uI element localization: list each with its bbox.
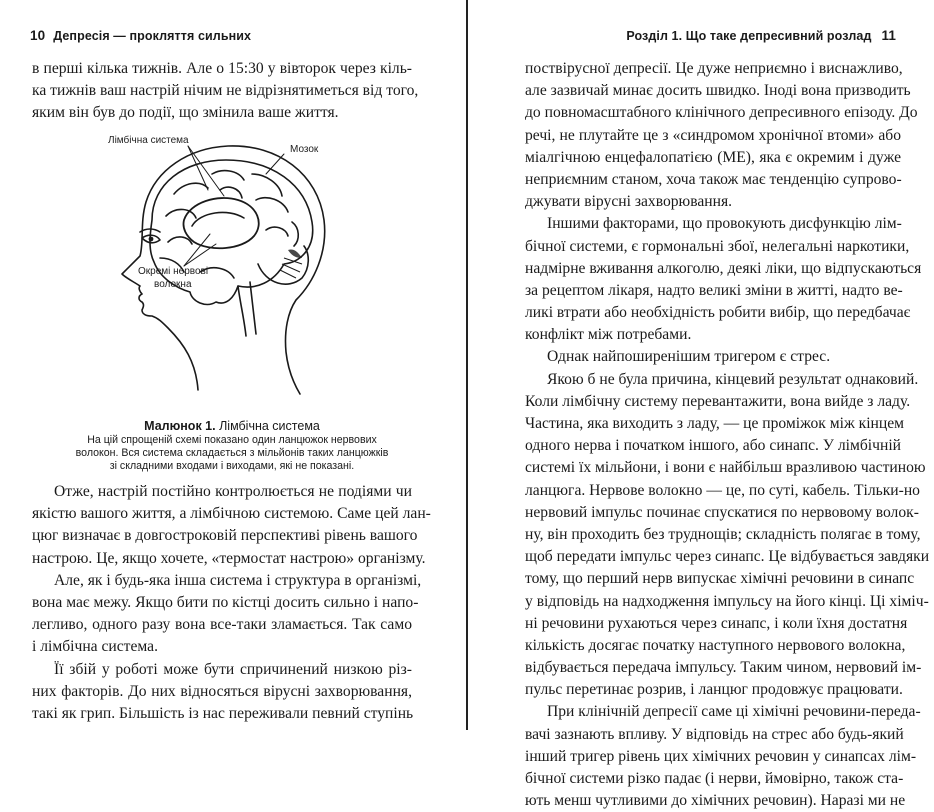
text-line: речі, не плутайте це з «синдромом хронічної втоми» або xyxy=(525,126,901,144)
text-line: джувати вірусні захворювання. xyxy=(525,193,733,211)
text-line: Отже, настрій постійно контролюється не подіями чи xyxy=(54,483,412,500)
text-line: за рецептом лікаря, надто великі зміни в житті, надто ве- xyxy=(525,281,903,299)
left-page xyxy=(0,0,466,730)
text-line: тому, що перший нерв випускає хімічні речовини в синапс xyxy=(525,570,915,588)
text-line: нервовий імпульс починає спускатися по нервовому волок- xyxy=(525,503,919,521)
page-number-left: 10 xyxy=(30,28,46,43)
right-page xyxy=(468,0,934,810)
text-line: у відповідь на надходження імпульсу на його кінці. Ці хіміч- xyxy=(525,592,929,610)
text-line: вачі зазнають впливу. У відповідь на стрес або будь-який xyxy=(525,725,904,743)
text-line: При клінічній депресії саме ці хімічні речовини-переда- xyxy=(547,703,921,721)
left-running-head xyxy=(30,28,251,43)
brain-diagram xyxy=(88,122,348,412)
text-line: щоб передати імпульс через синапс. Це відбувається завдяки xyxy=(525,548,930,566)
text-line: Її збій у роботі може бути спричинений низкою різ- xyxy=(54,660,412,678)
text-line: якістю вашого життя, а лімбічною системою. Саме цей лан- xyxy=(32,505,431,523)
label-nerve-fibers-line1: Окремі нервові xyxy=(138,266,209,277)
right-running-title: Розділ 1. Що таке депресивний розлад xyxy=(626,29,872,43)
label-brain: Мозок xyxy=(290,144,319,155)
text-line: вона має межу. Якщо бити по кістці досить сильно і напо- xyxy=(32,593,419,611)
caption-line: волокон. Вся система складається з мільйонів таких ланцюжків xyxy=(75,447,389,460)
page-number-right: 11 xyxy=(881,28,896,43)
text-line: легливо, одного разу вона все-таки зламається. Так само xyxy=(32,616,412,634)
text-line: настрою. Це, якщо хочете, «термостат настрою» організму. xyxy=(32,549,426,567)
text-line: них факторів. До них відносяться вірусні захворювання, xyxy=(32,682,412,700)
text-line: бічної системи різко падає (і нерви, ймовірно, також ста- xyxy=(525,770,904,787)
text-line: міалгічною енцефалопатією (МЕ), яка є окремим і дуже xyxy=(525,148,901,166)
text-line: Але, як і будь-яка інша система і структура в організмі, xyxy=(54,571,422,589)
left-bottom-paragraphs xyxy=(32,481,431,725)
right-running-head xyxy=(626,28,896,43)
caption-title xyxy=(32,418,432,434)
brain-stem xyxy=(238,286,246,336)
pupil xyxy=(149,237,154,242)
text-line: але зазвичай минає досить швидко. Іноді вона призводить xyxy=(525,82,911,100)
text-line: відбувається передача імпульсу. Таким чином, нервовий ім- xyxy=(525,659,922,677)
text-line: Частина, яка виходить з ладу, — це проміжок між кінцем xyxy=(525,415,905,432)
text-line: і лімбічна система. xyxy=(32,638,158,656)
text-line: ють менш чутливими до хімічних речовин). Наразі ми не xyxy=(525,792,906,810)
limbic-system-figure xyxy=(88,122,348,412)
text-line: Коли лімбічну систему перевантажити, вона вийде з ладу. xyxy=(525,392,911,410)
text-line: системі їх мільйони, і вони є найбільш вразливою частиною xyxy=(525,459,926,477)
text-line: конфлікт між потребами. xyxy=(525,326,692,344)
caption-number: Малюнок 1. xyxy=(144,419,216,433)
text-line: кількість досягає початку наступного нервового волокна, xyxy=(525,636,906,654)
text-line: надмірне вживання алкоголю, деякі ліки, що відпускаються xyxy=(525,259,922,277)
text-line: ну, він проходить без труднощів; складність полягає в тому, xyxy=(525,525,921,543)
text-line: до повномасштабного клінічного депресивного епізоду. До xyxy=(525,104,918,122)
text-line: ланцюга. Нервове волокно — це, по суті, кабель. Тільки-но xyxy=(525,481,920,499)
label-limbic-system: Лімбічна система xyxy=(108,135,189,146)
text-line: ликі втрати або необхідність робити вибір, що передбачає xyxy=(525,304,911,322)
text-line: пульс перетинає розрив, і ланцюг продовжує працювати. xyxy=(525,681,903,699)
text-line: Іншими факторами, що провокують дисфункцію лім- xyxy=(547,215,902,233)
text-line: Якою б не була причина, кінцевий результат однаковий. xyxy=(547,370,919,388)
caption-title-text: Лімбічна система xyxy=(219,419,320,433)
text-line: Однак найпоширенішим тригером є стрес. xyxy=(547,348,831,366)
text-line: ні речовини рухаються через синапс, і коли їхня достатня xyxy=(525,614,908,632)
right-body-text xyxy=(525,58,930,812)
text-line: цюг визначає в довгостроковій перспективі рівень вашого xyxy=(32,527,418,545)
text-line: в перші кілька тижнів. Але о 15:30 у вівторок через кіль- xyxy=(32,60,412,77)
left-top-paragraph xyxy=(32,58,419,125)
pointer-fibers-2 xyxy=(184,244,216,266)
text-line: поствірусної депресії. Це дуже неприємно і виснажливо, xyxy=(525,60,903,77)
text-line: яким він був до події, що змінила ваше життя. xyxy=(32,104,339,122)
text-line: інший тригер рівень цих хімічних речовин у синапсах лім- xyxy=(525,747,917,765)
text-line: ка тижнів ваш настрій нічим не відрізнятиметься від того, xyxy=(32,82,419,100)
figure-caption xyxy=(32,418,432,474)
label-nerve-fibers-line2: волокна xyxy=(154,279,192,290)
text-line: одного нерва і початком іншого, або синапс. У лімбічній xyxy=(525,437,901,455)
text-line: неприємним станом, хоча також має тенденцію супрово- xyxy=(525,170,902,188)
caption-line: зі складними входами і виходами, які не показані. xyxy=(109,460,355,473)
text-line: такі як грип. Більшість із нас переживали певний ступінь xyxy=(32,704,414,722)
caption-line: На цій спрощеній схемі показано один ланцюжок нервових xyxy=(87,434,377,446)
left-running-title: Депресія — прокляття сильних xyxy=(53,29,252,43)
text-line: бічної системи, є гормональні збої, нелегальні наркотики, xyxy=(525,237,910,255)
